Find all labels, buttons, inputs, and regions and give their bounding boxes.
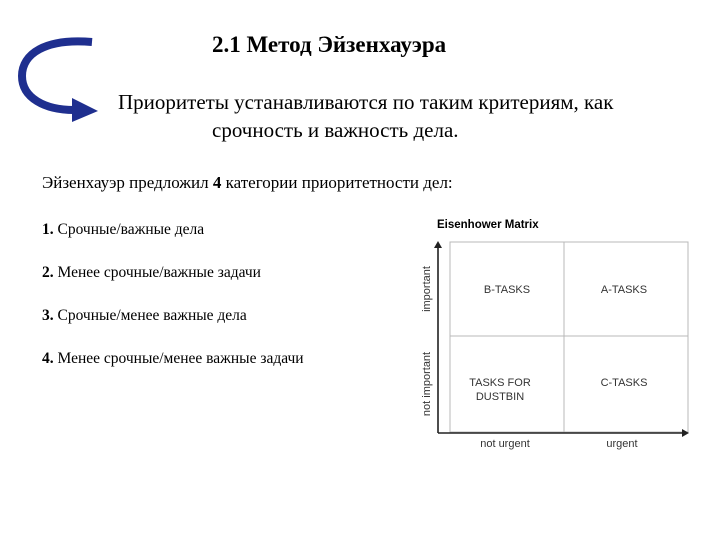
list-item-text: Срочные/менее важные дела xyxy=(53,307,247,324)
list-item-text: Срочные/важные дела xyxy=(53,221,205,238)
x-axis-label-urgent: urgent xyxy=(606,438,638,450)
list-item xyxy=(42,350,304,368)
matrix-grid-border xyxy=(450,242,688,432)
y-axis-label-important: important xyxy=(421,266,433,312)
list-item xyxy=(42,264,261,282)
quadrant-b-tasks: B-TASKS xyxy=(483,284,531,296)
list-item-number: 2. xyxy=(42,264,54,281)
list-item-text: Менее срочные/менее важные задачи xyxy=(53,350,304,367)
quadrant-dustbin-line-1: TASKS FOR xyxy=(469,377,531,389)
lead-number: 4 xyxy=(212,173,222,192)
lead-sentence xyxy=(42,173,453,193)
list-item-number: 3. xyxy=(42,307,54,324)
list-item-text: Менее срочные/важные задачи xyxy=(53,264,261,281)
eisenhower-matrix xyxy=(412,236,694,452)
quadrant-c-tasks: C-TASKS xyxy=(600,377,648,389)
x-axis-label-not-urgent: not urgent xyxy=(480,438,530,450)
curved-return-arrow-icon xyxy=(10,34,105,124)
lead-text-before: Эйзенхауэр предложил xyxy=(42,173,213,192)
y-axis-label-not-important: not important xyxy=(421,351,433,417)
y-axis-arrowhead xyxy=(434,241,442,248)
lead-text-after: категории приоритетности дел: xyxy=(221,173,453,192)
list-item xyxy=(42,221,204,239)
slide-title: 2.1 Метод Эйзенхауэра xyxy=(212,32,447,57)
list-item xyxy=(42,307,247,325)
quadrant-dustbin-line-2: DUSTBIN xyxy=(475,391,525,403)
list-item-number: 1. xyxy=(42,221,54,238)
matrix-title: Eisenhower Matrix xyxy=(437,219,539,231)
intro-line-1: Приоритеты устанавливаются по таким критериям, как xyxy=(118,90,614,114)
intro-line-2: срочность и важность дела. xyxy=(212,118,459,142)
list-item-number: 4. xyxy=(42,350,54,367)
quadrant-a-tasks: A-TASKS xyxy=(600,284,648,296)
